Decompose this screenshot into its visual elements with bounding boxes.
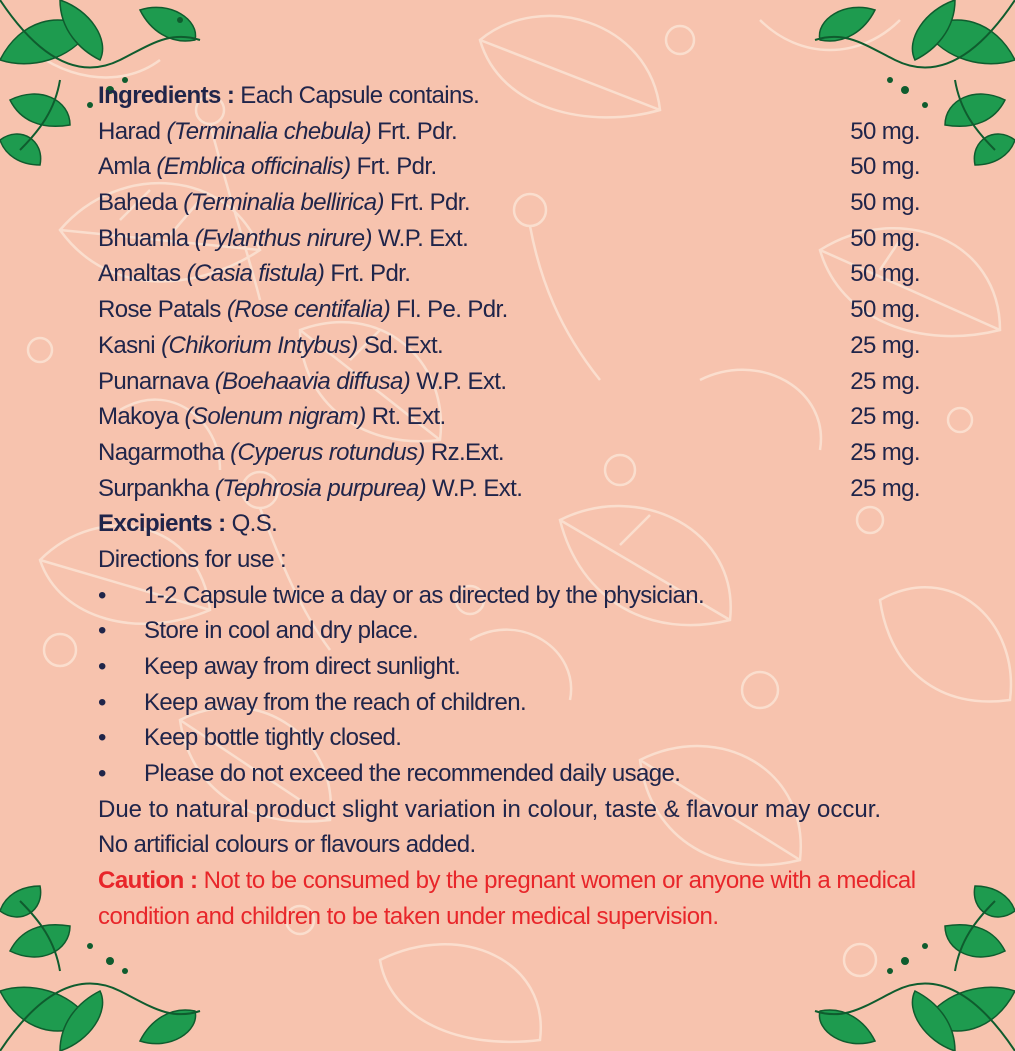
ingredient-botanical: (Rose centifalia)	[226, 296, 391, 324]
ingredient-name: Amla	[98, 153, 151, 181]
ingredient-qty: 50 mg.	[850, 189, 920, 217]
ingredient-desc	[98, 328, 443, 364]
ingredient-desc	[98, 399, 446, 435]
direction-item	[98, 578, 920, 614]
bullet-icon: •	[98, 581, 106, 609]
ingredient-part: Fl. Pe. Pdr.	[396, 296, 508, 324]
ingredient-desc	[98, 149, 437, 185]
ingredient-row	[98, 185, 920, 221]
ingredients-label: Ingredients :	[98, 82, 235, 109]
ingredient-botanical: (Terminalia chebula)	[166, 117, 372, 145]
ingredient-part: Frt. Pdr.	[356, 153, 437, 181]
ingredient-desc	[98, 471, 522, 507]
variation-note: Due to natural product slight variation in colour, taste & flavour may occur.	[98, 795, 882, 823]
ingredient-name: Harad	[98, 117, 161, 145]
ingredient-row	[98, 399, 920, 435]
ingredient-desc	[98, 185, 470, 221]
ingredient-qty: 25 mg.	[850, 438, 920, 466]
ingredient-name: Kasni	[98, 331, 156, 359]
excipients-label: Excipients :	[98, 510, 226, 538]
ingredient-row	[98, 328, 920, 364]
ingredient-name: Surpankha	[98, 474, 209, 502]
bullet-icon: •	[98, 617, 106, 645]
ingredient-qty: 25 mg.	[850, 367, 920, 395]
label-content	[98, 78, 920, 935]
bullet-icon: •	[98, 688, 106, 716]
ingredient-botanical: (Terminalia bellirica)	[183, 189, 384, 217]
ingredient-botanical: (Emblica officinalis)	[156, 153, 351, 181]
ingredient-botanical: (Fylanthus nirure)	[194, 224, 372, 252]
ingredient-row	[98, 256, 920, 292]
bullet-icon: •	[98, 760, 106, 788]
excipients-line	[98, 506, 920, 542]
direction-text: 1-2 Capsule twice a day or as directed by the physician.	[144, 581, 705, 609]
ingredient-part: Rz.Ext.	[430, 438, 505, 466]
direction-text: Keep bottle tightly closed.	[144, 724, 402, 752]
ingredient-qty: 50 mg.	[850, 117, 920, 145]
caution-label: Caution :	[98, 867, 198, 895]
ingredient-part: W.P. Ext.	[377, 224, 469, 252]
ingredient-botanical: (Solenum nigram)	[184, 403, 366, 431]
ingredient-row	[98, 435, 920, 471]
ingredient-desc	[98, 364, 506, 400]
ingredient-row	[98, 114, 920, 150]
direction-text: Store in cool and dry place.	[144, 617, 419, 645]
bullet-icon: •	[98, 653, 106, 680]
ingredient-part: Frt. Pdr.	[330, 260, 411, 288]
ingredient-desc	[98, 292, 508, 328]
ingredient-name: Baheda	[98, 189, 178, 217]
ingredient-desc	[98, 435, 504, 471]
ingredient-botanical: (Tephrosia purpurea)	[214, 474, 427, 502]
ingredient-part: W.P. Ext.	[432, 474, 523, 502]
ingredient-name: Makoya	[98, 403, 179, 431]
ingredient-qty: 25 mg.	[850, 474, 920, 502]
ingredient-botanical: (Casia fistula)	[186, 260, 325, 288]
ingredient-row	[98, 221, 920, 257]
ingredient-qty: 50 mg.	[850, 224, 920, 252]
ingredient-row	[98, 292, 920, 328]
ingredient-qty: 25 mg.	[850, 331, 920, 359]
ingredient-qty: 25 mg.	[850, 403, 920, 431]
direction-item	[98, 613, 920, 649]
ingredient-botanical: (Cyperus rotundus)	[230, 438, 425, 466]
direction-text: Keep away from the reach of children.	[144, 688, 527, 716]
ingredient-botanical: (Boehaavia diffusa)	[214, 367, 411, 395]
ingredient-name: Bhuamla	[98, 224, 189, 252]
ingredient-name: Rose Patals	[98, 296, 221, 324]
direction-item	[98, 720, 920, 756]
ingredient-qty: 50 mg.	[850, 260, 920, 288]
excipients-value: Q.S.	[225, 510, 278, 538]
ingredient-row	[98, 364, 920, 400]
ingredient-list	[98, 114, 920, 507]
caution-text: Not to be consumed by the pregnant women or anyone with a medical condition and children to be taken under medical supervision.	[98, 867, 916, 930]
ingredient-row	[98, 471, 920, 507]
bullet-icon: •	[98, 724, 106, 752]
ingredient-qty: 50 mg.	[850, 296, 920, 324]
ingredient-name: Amaltas	[98, 260, 181, 288]
ingredient-qty: 50 mg.	[850, 153, 920, 181]
direction-item	[98, 756, 920, 792]
directions-title: Directions for use :	[98, 545, 287, 573]
ingredient-part: W.P. Ext.	[416, 367, 507, 395]
direction-item	[98, 685, 920, 721]
ingredient-part: Rt. Ext.	[371, 403, 446, 431]
ingredient-desc	[98, 221, 468, 257]
no-artificial-note: No artificial colours or flavours added.	[98, 831, 476, 859]
ingredient-name: Punarnava	[98, 367, 209, 395]
caution-statement	[98, 863, 920, 934]
ingredients-intro: Each Capsule contains.	[234, 82, 480, 109]
direction-text: Please do not exceed the recommended daily usage.	[144, 760, 681, 788]
ingredient-part: Sd. Ext.	[363, 331, 444, 359]
direction-item	[98, 649, 920, 685]
ingredient-part: Frt. Pdr.	[389, 189, 470, 217]
ingredient-part: Frt. Pdr.	[377, 117, 458, 145]
ingredient-name: Nagarmotha	[98, 438, 225, 466]
direction-text: Keep away from direct sunlight.	[144, 653, 461, 680]
ingredient-botanical: (Chikorium Intybus)	[161, 331, 358, 359]
directions-list	[98, 578, 920, 792]
ingredient-desc	[98, 256, 410, 292]
ingredient-desc	[98, 114, 457, 150]
ingredients-header	[98, 78, 920, 114]
ingredient-row	[98, 149, 920, 185]
